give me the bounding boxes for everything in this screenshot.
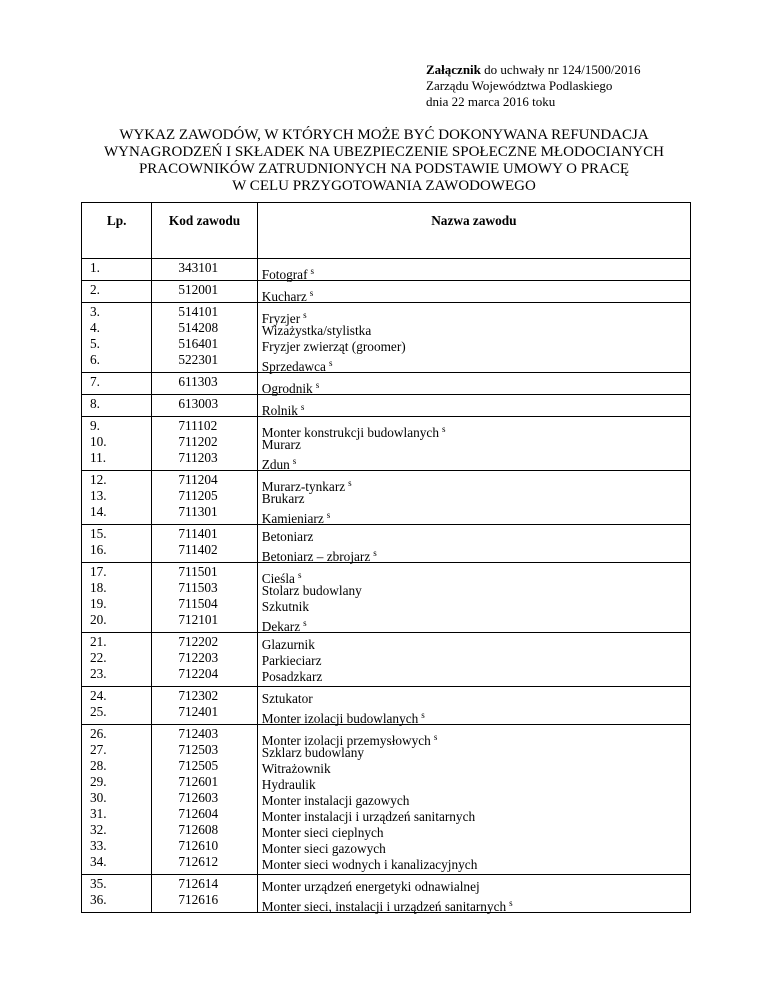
kod-value: 611303 — [178, 374, 218, 389]
superscript-marker: s — [303, 310, 307, 320]
nazwa-cell — [257, 303, 690, 373]
lp-cell — [82, 417, 152, 471]
occupation-name: Monter sieci, instalacji i urządzeń sanitarnych — [261, 899, 507, 914]
superscript-marker: s — [300, 402, 305, 412]
superscript-marker: s — [303, 618, 307, 628]
lp-value: 12. — [90, 472, 107, 487]
kod-value: 514101 — [178, 304, 219, 319]
kod-cell — [152, 281, 257, 303]
occupation-name: Sprzedawca — [261, 359, 326, 374]
occupation-item — [258, 691, 690, 707]
occupation-item — [258, 841, 690, 857]
header-kod: Kod zawodu — [152, 203, 257, 259]
lp-value: 30. — [90, 790, 107, 805]
lp-value: 3. — [90, 304, 100, 319]
kod-value: 613003 — [178, 396, 219, 411]
lp-cell — [82, 303, 152, 373]
kod-value: 711204 — [178, 472, 218, 487]
nazwa-cell — [257, 525, 690, 563]
occupation-name: Kucharz — [261, 289, 307, 304]
annex-line-3: dnia 22 marca 2016 toku — [426, 94, 556, 109]
lp-cell — [82, 563, 152, 633]
occupation-item — [258, 599, 690, 615]
occupation-item — [258, 355, 690, 374]
lp-value: 9. — [90, 418, 100, 433]
table-row — [82, 417, 691, 471]
occupation-item — [258, 567, 690, 586]
lp-value: 34. — [90, 854, 107, 869]
table-row — [82, 471, 691, 525]
superscript-marker: s — [328, 358, 333, 368]
occupation-name: Murarz — [261, 437, 301, 452]
table-body — [82, 259, 691, 913]
occupation-item — [258, 761, 690, 777]
nazwa-cell — [257, 417, 690, 471]
lp-cell — [82, 687, 152, 725]
kod-cell — [152, 633, 257, 687]
occupation-item — [258, 809, 690, 825]
occupation-item — [258, 793, 690, 809]
lp-value: 8. — [90, 396, 100, 411]
kod-value: 711402 — [178, 542, 218, 557]
annex-note — [426, 62, 641, 110]
lp-value: 25. — [90, 704, 107, 719]
occupation-name: Monter konstrukcji budowlanych — [261, 425, 439, 440]
occupation-item — [258, 529, 690, 545]
occupation-item — [258, 421, 690, 440]
kod-value: 711102 — [178, 418, 218, 433]
occupation-item — [258, 879, 690, 895]
lp-cell — [82, 725, 152, 875]
occupation-name: Monter sieci wodnych i kanalizacyjnych — [261, 857, 478, 872]
superscript-marker: s — [348, 478, 352, 488]
occupation-name: Monter instalacji i urządzeń sanitarnych — [261, 809, 476, 824]
kod-value: 712604 — [178, 806, 219, 821]
occupation-item — [258, 669, 690, 685]
lp-value: 5. — [90, 336, 100, 351]
lp-cell — [82, 281, 152, 303]
table-row — [82, 633, 691, 687]
lp-cell — [82, 259, 152, 281]
occupation-item — [258, 707, 690, 726]
kod-cell — [152, 725, 257, 875]
lp-value: 21. — [90, 634, 107, 649]
table-row — [82, 563, 691, 633]
title-line: PRACOWNIKÓW ZATRUDNIONYCH NA PODSTAWIE UMOWY O PRACĘ — [138, 161, 630, 177]
lp-value: 35. — [90, 876, 107, 891]
occupation-item — [258, 777, 690, 793]
kod-cell — [152, 373, 257, 395]
kod-value: 512001 — [178, 282, 219, 297]
occupation-item — [258, 323, 690, 339]
lp-value: 6. — [90, 352, 100, 367]
lp-value: 20. — [90, 612, 107, 627]
occupation-item — [258, 475, 690, 494]
occupation-name: Monter urządzeń energetyki odnawialnej — [261, 879, 480, 894]
occupation-name: Sztukator — [261, 691, 313, 706]
occupation-name: Hydraulik — [261, 777, 316, 792]
lp-value: 33. — [90, 838, 107, 853]
occupation-name: Stolarz budowlany — [261, 583, 362, 598]
kod-value: 712203 — [178, 650, 219, 665]
occupation-name: Monter sieci gazowych — [261, 841, 386, 856]
kod-value: 711301 — [178, 504, 218, 519]
table-row — [82, 875, 691, 913]
lp-value: 14. — [90, 504, 107, 519]
occupation-item — [258, 399, 690, 418]
occupation-name: Monter izolacji budowlanych — [261, 711, 419, 726]
occupation-item — [258, 507, 690, 526]
title-line: WYKAZ ZAWODÓW, W KTÓRYCH MOŻE BYĆ DOKONYWANA REFUNDACJA — [119, 127, 649, 143]
kod-value: 711504 — [178, 596, 218, 611]
occupation-name: Glazurnik — [261, 637, 315, 652]
kod-cell — [152, 563, 257, 633]
superscript-marker: s — [326, 510, 331, 520]
superscript-marker: s — [509, 898, 513, 908]
superscript-marker: s — [421, 710, 425, 720]
occupation-name: Zdun — [261, 457, 290, 472]
occupation-item — [258, 637, 690, 653]
occupation-item — [258, 307, 690, 326]
occupation-item — [258, 453, 690, 472]
kod-cell — [152, 259, 257, 281]
kod-value: 712608 — [178, 822, 219, 837]
kod-cell — [152, 525, 257, 563]
lp-value: 13. — [90, 488, 107, 503]
lp-cell — [82, 471, 152, 525]
table-row — [82, 687, 691, 725]
kod-value: 711205 — [178, 488, 218, 503]
lp-cell — [82, 633, 152, 687]
kod-cell — [152, 875, 257, 913]
kod-value: 712612 — [178, 854, 219, 869]
title-line: WYNAGRODZEŃ I SKŁADEK NA UBEZPIECZENIE SPOŁECZNE MŁODOCIANYCH — [104, 144, 664, 160]
lp-value: 2. — [90, 282, 100, 297]
annex-line-2: Zarządu Województwa Podlaskiego — [426, 78, 613, 93]
lp-value: 16. — [90, 542, 107, 557]
lp-value: 4. — [90, 320, 100, 335]
nazwa-cell — [257, 373, 690, 395]
kod-value: 522301 — [178, 352, 219, 367]
superscript-marker: s — [310, 266, 315, 276]
kod-value: 712101 — [178, 612, 219, 627]
superscript-marker: s — [373, 548, 377, 558]
lp-value: 27. — [90, 742, 107, 757]
lp-value: 17. — [90, 564, 107, 579]
lp-value: 36. — [90, 892, 107, 907]
table-row — [82, 725, 691, 875]
occupation-name: Monter instalacji gazowych — [261, 793, 410, 808]
lp-cell — [82, 875, 152, 913]
lp-value: 26. — [90, 726, 107, 741]
occupation-item — [258, 339, 690, 355]
lp-value: 10. — [90, 434, 107, 449]
occupation-name: Brukarz — [261, 491, 305, 506]
nazwa-cell — [257, 875, 690, 913]
occupation-name: Posadzkarz — [261, 669, 323, 684]
kod-value: 712505 — [178, 758, 219, 773]
kod-value: 712204 — [178, 666, 219, 681]
nazwa-cell — [257, 281, 690, 303]
occupation-name: Szkutnik — [261, 599, 309, 614]
kod-value: 712603 — [178, 790, 219, 805]
kod-value: 711501 — [178, 564, 218, 579]
lp-cell — [82, 373, 152, 395]
kod-value: 712610 — [178, 838, 219, 853]
occupation-name: Kamieniarz — [261, 511, 324, 526]
lp-value: 31. — [90, 806, 107, 821]
occupation-item — [258, 583, 690, 599]
table-row — [82, 373, 691, 395]
lp-value: 23. — [90, 666, 107, 681]
occupation-name: Witrażownik — [261, 761, 331, 776]
occupation-name: Betoniarz — [261, 529, 314, 544]
occupation-item — [258, 729, 690, 748]
kod-value: 712403 — [178, 726, 219, 741]
kod-value: 712302 — [178, 688, 219, 703]
occupation-name: Ogrodnik — [261, 381, 313, 396]
lp-value: 32. — [90, 822, 107, 837]
occupation-item — [258, 745, 690, 761]
occupation-name: Szklarz budowlany — [261, 745, 365, 760]
kod-cell — [152, 687, 257, 725]
occupation-name: Parkieciarz — [261, 653, 322, 668]
occupation-item — [258, 263, 690, 282]
document-title — [60, 127, 708, 195]
table-row — [82, 281, 691, 303]
superscript-marker: s — [315, 380, 320, 390]
superscript-marker: s — [297, 570, 302, 580]
kod-value: 711202 — [178, 434, 218, 449]
occupation-item — [258, 377, 690, 396]
title-line: W CELU PRZYGOTOWANIA ZAWODOWEGO — [232, 178, 536, 194]
occupation-name: Wizażystka/stylistka — [261, 323, 372, 338]
kod-value: 514208 — [178, 320, 219, 335]
occupation-name: Monter sieci cieplnych — [261, 825, 384, 840]
kod-value: 343101 — [178, 260, 219, 275]
occupations-table — [81, 202, 691, 913]
lp-value: 19. — [90, 596, 107, 611]
kod-value: 712401 — [178, 704, 219, 719]
table-row — [82, 303, 691, 373]
table-row — [82, 259, 691, 281]
nazwa-cell — [257, 725, 690, 875]
occupation-name: Murarz-tynkarz — [261, 479, 346, 494]
kod-cell — [152, 395, 257, 417]
lp-value: 28. — [90, 758, 107, 773]
header-lp: Lp. — [82, 203, 152, 259]
table-header-row — [82, 203, 691, 259]
kod-value: 711203 — [178, 450, 218, 465]
lp-value: 1. — [90, 260, 100, 275]
occupation-item — [258, 895, 690, 914]
annex-resolution: do uchwały nr 124/1500/2016 — [480, 62, 641, 77]
kod-value: 712616 — [178, 892, 219, 907]
superscript-marker: s — [292, 456, 297, 466]
lp-value: 15. — [90, 526, 107, 541]
annex-label: Załącznik — [426, 62, 481, 77]
occupation-item — [258, 285, 690, 304]
lp-value: 7. — [90, 374, 100, 389]
occupation-name: Cieśla — [261, 571, 295, 586]
occupation-item — [258, 653, 690, 669]
occupation-name: Rolnik — [261, 403, 298, 418]
lp-value: 22. — [90, 650, 107, 665]
kod-cell — [152, 417, 257, 471]
kod-value: 712614 — [178, 876, 219, 891]
occupation-item — [258, 615, 690, 634]
occupation-name: Dekarz — [261, 619, 301, 634]
occupation-name: Fryzjer zwierząt (groomer) — [261, 339, 406, 354]
occupation-item — [258, 857, 690, 873]
occupation-name: Betoniarz – zbrojarz — [261, 549, 371, 564]
lp-value: 11. — [90, 450, 107, 465]
nazwa-cell — [257, 687, 690, 725]
header-nazwa: Nazwa zawodu — [257, 203, 690, 259]
kod-value: 712503 — [178, 742, 219, 757]
occupation-name: Fotograf — [261, 267, 308, 282]
nazwa-cell — [257, 259, 690, 281]
kod-value: 711503 — [178, 580, 218, 595]
lp-value: 24. — [90, 688, 107, 703]
kod-value: 712202 — [178, 634, 219, 649]
kod-cell — [152, 471, 257, 525]
superscript-marker: s — [433, 732, 438, 742]
annex-line-1 — [426, 62, 641, 78]
occupation-item — [258, 825, 690, 841]
occupation-item — [258, 545, 690, 564]
nazwa-cell — [257, 471, 690, 525]
lp-cell — [82, 525, 152, 563]
nazwa-cell — [257, 395, 690, 417]
table-row — [82, 395, 691, 417]
occupation-name: Monter izolacji przemysłowych — [261, 733, 431, 748]
superscript-marker: s — [441, 424, 446, 434]
occupation-name: Fryzjer — [261, 311, 301, 326]
kod-cell — [152, 303, 257, 373]
superscript-marker: s — [309, 288, 314, 298]
nazwa-cell — [257, 563, 690, 633]
lp-value: 29. — [90, 774, 107, 789]
kod-value: 516401 — [178, 336, 219, 351]
table-row — [82, 525, 691, 563]
kod-value: 712601 — [178, 774, 219, 789]
lp-cell — [82, 395, 152, 417]
kod-value: 711401 — [178, 526, 218, 541]
lp-value: 18. — [90, 580, 107, 595]
nazwa-cell — [257, 633, 690, 687]
